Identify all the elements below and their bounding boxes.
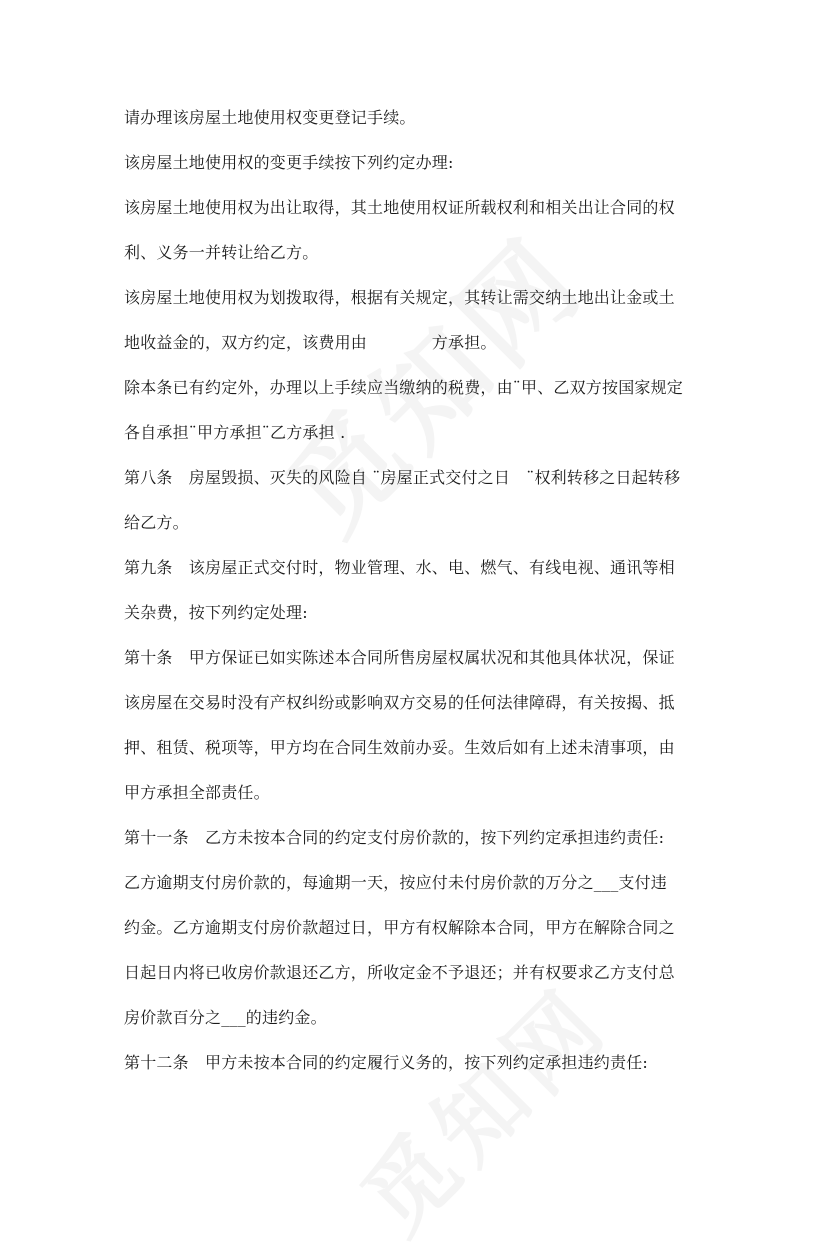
text-line: 给乙方。	[124, 513, 189, 532]
text-line: 第十一条 乙方未按本合同的约定支付房价款的，按下列约定承担违约责任:	[124, 828, 665, 847]
text-line: 押、租赁、税项等，甲方均在合同生效前办妥。生效后如有上述未清事项，由	[124, 738, 675, 757]
text-line: 第八条 房屋毁损、灭失的风险自 ¨房屋正式交付之日 ¨权利转移之日起转移	[124, 468, 681, 487]
document-body	[124, 108, 704, 1073]
text-line: 乙方逾期支付房价款的，每逾期一天，按应付未付房价款的万分之___支付违	[124, 873, 668, 892]
text-line: 第十二条 甲方未按本合同的约定履行义务的，按下列约定承担违约责任:	[124, 1053, 648, 1072]
text-line: 该房屋土地使用权为划拨取得，根据有关规定，其转让需交纳土地出让金或土	[124, 288, 675, 307]
text-line: 关杂费，按下列约定处理:	[124, 603, 308, 622]
text-line: 约金。乙方逾期支付房价款超过日，甲方有权解除本合同，甲方在解除合同之	[124, 918, 675, 937]
text-line: 第九条 该房屋正式交付时，物业管理、水、电、燃气、有线电视、通讯等相	[124, 558, 675, 577]
text-line: 利、义务一并转让给乙方。	[124, 243, 319, 262]
text-line: 请办理该房屋土地使用权变更登记手续。	[124, 108, 416, 127]
text-line: 除本条已有约定外，办理以上手续应当缴纳的税费，由¨甲、乙双方按国家规定	[124, 378, 684, 397]
text-line: 该房屋土地使用权为出让取得，其土地使用权证所载权利和相关出让合同的权	[124, 198, 675, 217]
text-line: 房价款百分之___的违约金。	[124, 1008, 327, 1027]
text-line: 该房屋在交易时没有产权纠纷或影响双方交易的任何法律障碍，有关按揭、抵	[124, 693, 675, 712]
text-line: 第十条 甲方保证已如实陈述本合同所售房屋权属状况和其他具体状况，保证	[124, 648, 675, 667]
text-line: 地收益金的，双方约定，该费用由 方承担。	[124, 333, 497, 352]
text-line: 各自承担¨甲方承担¨乙方承担 .	[124, 423, 346, 442]
text-line: 甲方承担全部责任。	[124, 783, 270, 802]
text-line: 该房屋土地使用权的变更手续按下列约定办理:	[124, 153, 454, 172]
text-line: 日起日内将已收房价款退还乙方，所收定金不予退还；并有权要求乙方支付总	[124, 963, 675, 982]
